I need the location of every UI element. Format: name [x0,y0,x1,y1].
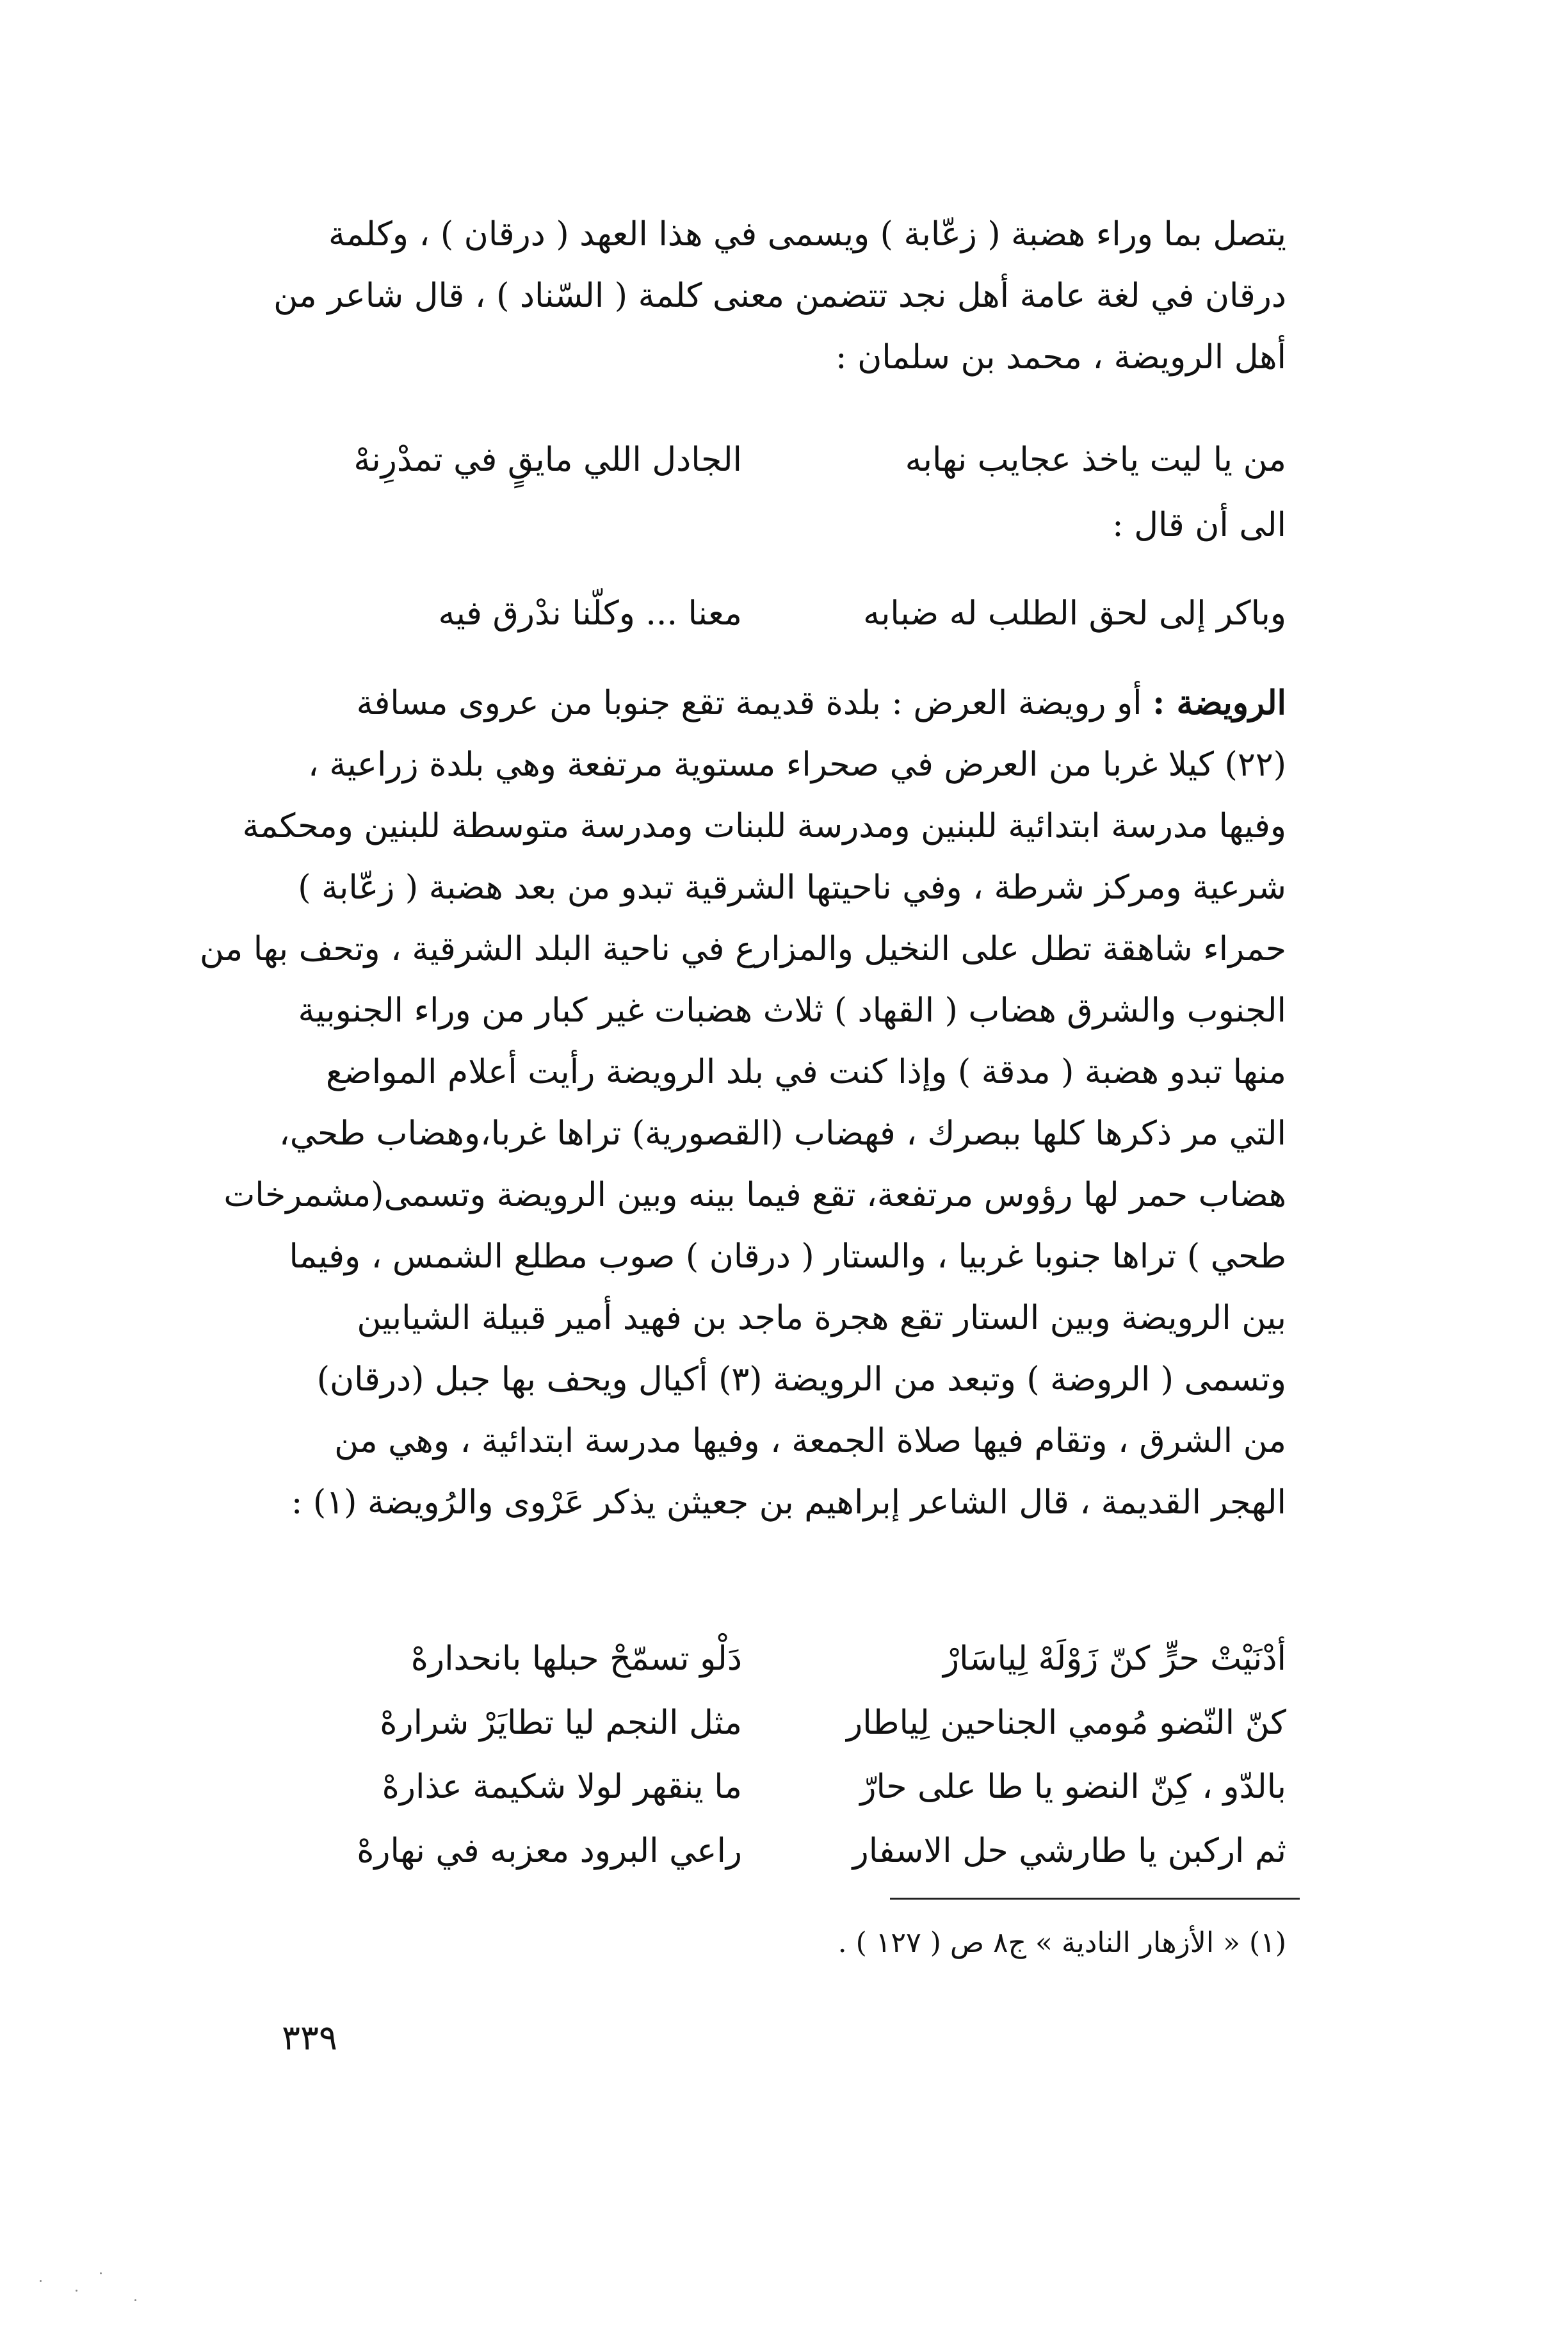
text-line: أهل الرويضة ، محمد بن سلمان : [836,338,1286,377]
poem-verse-2 [255,582,1286,646]
first-hemistich: أدْنَيْتْ حرٍّ كنّ زَوْلَهْ لِياسَارْ [943,1640,1286,1678]
poem-stanza [255,1627,1286,1883]
intro-paragraph [255,204,1286,388]
text-line [255,672,1286,734]
footnote-divider [890,1898,1300,1900]
verse-row [255,582,1286,646]
verse-row [255,428,1286,492]
scan-speck [76,2290,77,2292]
text-fragment: أو رويضة العرض : بلدة قديمة تقع جنوبا من عروى مسافة [356,684,1153,722]
poem-verse-1 [255,428,1286,492]
scan-speck [134,2299,136,2301]
text-line: الجنوب والشرق هضاب ( القهاد ) ثلاث هضبات غير كبار من وراء الجنوبية [298,991,1286,1030]
text-line: درقان في لغة عامة أهل نجد تتضمن معنى كلمة ( السّناد ) ، قال شاعر من [273,277,1286,315]
text-line: شرعية ومركز شرطة ، وفي ناحيتها الشرقية تبدو من بعد هضبة ( زعّابة ) [298,868,1286,907]
text-line: وتسمى ( الروضة ) وتبعد من الرويضة (٣) أكيال ويحف بها جبل (درقان) [316,1360,1286,1399]
verse-row [255,1627,1286,1691]
verse-row [255,1755,1286,1819]
text-line: بين الرويضة وبين الستار تقع هجرة ماجد بن فهيد أمير قبيلة الشيابين [357,1299,1286,1337]
transition-text: الى أن قال : [1112,506,1286,544]
second-hemistich: مثل النجم ليا تطايَرْ شرارهْ [380,1704,742,1742]
text-line: حمراء شاهقة تطل على النخيل والمزارع في ناحية البلد الشرقية ، وتحف بها من [199,930,1286,968]
text-line: يتصل بما وراء هضبة ( زعّابة ) ويسمى في هذا العهد ( درقان ) ، وكلمة [328,215,1286,254]
entry-headword: الرويضة : [1152,683,1286,722]
text-line: من الشرق ، وتقام فيها صلاة الجمعة ، وفيها مدرسة ابتدائية ، وهي من [334,1422,1286,1460]
second-hemistich: دَلْو تسمّحْ حبلها بانحدارهْ [410,1640,742,1678]
verse-row [255,1691,1286,1755]
second-hemistich: راعي البرود معزبه في نهارهْ [357,1832,742,1870]
text-line: وفيها مدرسة ابتدائية للبنين ومدرسة للبنات ومدرسة متوسطة للبنين ومحكمة [242,807,1286,845]
text-line: هضاب حمر لها رؤوس مرتفعة، تقع فيما بينه وبين الرويضة وتسمى(مشمرخات [223,1176,1286,1214]
verse-row [255,1819,1286,1883]
first-hemistich: وباكر إلى لحق الطلب له ضبابه [863,594,1286,633]
text-line: الهجر القديمة ، قال الشاعر إبراهيم بن جعيثن يذكر عَرْوى والرُويضة (١) : [291,1483,1286,1522]
scan-speck [40,2280,42,2282]
text-line: طحي ) تراها جنوبا غربيا ، والستار ( درقان ) صوب مطلع الشمس ، وفيما [289,1237,1286,1276]
text-line: منها تبدو هضبة ( مدقة ) وإذا كنت في بلد الرويضة رأيت أعلام المواضع [325,1053,1286,1091]
text-line: (٢٢) كيلا غربا من العرض في صحراء مستوية مرتفعة وهي بلدة زراعية ، [308,745,1286,784]
first-hemistich: ثم اركبن يا طارشي حل الاسفار [852,1832,1286,1870]
text-line: التي مر ذكرها كلها ببصرك ، فهضاب (القصورية) تراها غربا،وهضاب طحي، [279,1114,1286,1153]
entry-paragraph [199,672,1286,1533]
first-hemistich: بالدّو ، كِنّ النضو يا طا على حارّ [860,1768,1286,1806]
first-hemistich: كنّ النّضو مُومي الجناحين لِياطار [846,1704,1286,1742]
second-hemistich: الجادل اللي مايقٍ في تمدْرِنهْ [353,441,742,479]
first-hemistich: من يا ليت ياخذ عجايب نهابه [905,441,1286,479]
second-hemistich: معنا ... وكلّنا ندْرق فيه [438,594,742,633]
page-number: ٣٣٩ [282,2017,338,2058]
footnote: (١) « الأزهار النادية » ج٨ ص ( ١٢٧ ) . [837,1927,1286,1959]
second-hemistich: ما ينقهر لولا شكيمة عذارهْ [382,1768,742,1806]
scan-speck [100,2272,102,2274]
